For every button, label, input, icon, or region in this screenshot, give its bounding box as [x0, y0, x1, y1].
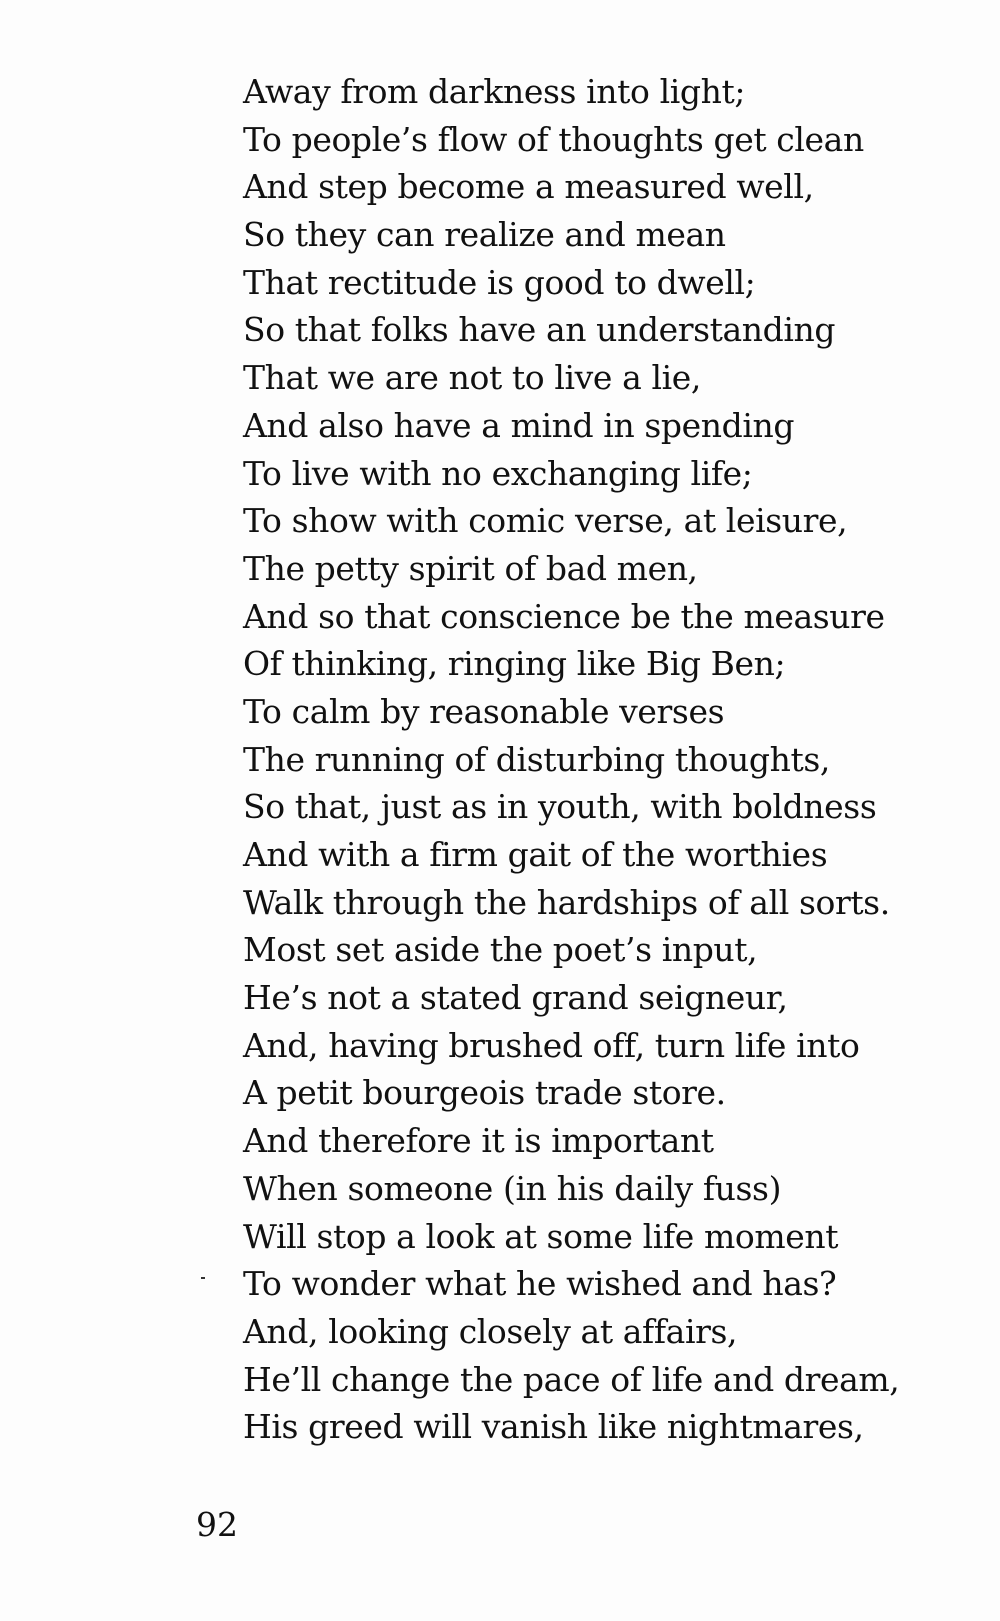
poem-line: And step become a measured well, — [243, 167, 814, 207]
poem-line: To people’s flow of thoughts get clean — [243, 119, 864, 159]
poem-line: Of thinking, ringing like Big Ben; — [243, 644, 786, 684]
poem-line: To show with comic verse, at leisure, — [243, 501, 848, 541]
poem-line: And therefore it is important — [243, 1121, 714, 1161]
poem-line: That rectitude is good to dwell; — [243, 262, 756, 302]
poem-line: The petty spirit of bad men, — [243, 548, 698, 588]
poem-line: And, having brushed off, turn life into — [243, 1025, 860, 1065]
poem-line: So that, just as in youth, with boldness — [243, 787, 877, 827]
poem-line: That we are not to live a lie, — [243, 358, 701, 398]
poem-line: Walk through the hardships of all sorts. — [243, 882, 890, 922]
page-number: 92 — [196, 1505, 238, 1544]
poem-line: Away from darkness into light; — [243, 72, 746, 111]
poem-line: When someone (in his daily fuss) — [243, 1168, 782, 1208]
poem-line: He’ll change the pace of life and dream, — [243, 1359, 900, 1399]
poem-line: So that folks have an understanding — [243, 310, 836, 350]
poem-line: His greed will vanish like nightmares, — [243, 1407, 864, 1447]
poem-line: Most set aside the poet’s input, — [243, 930, 758, 970]
poem-line: Will stop a look at some life moment — [243, 1216, 839, 1256]
poem-line: And so that conscience be the measure — [243, 596, 885, 636]
poem-line: And, looking closely at affairs, — [243, 1311, 738, 1351]
poem-line: To wonder what he wished and has? — [243, 1264, 837, 1304]
poem-line: And also have a mind in spending — [243, 405, 795, 445]
poem-line: To live with no exchanging life; — [243, 453, 753, 493]
poem-line: A petit bourgeois trade store. — [243, 1073, 726, 1113]
poem-line: To calm by reasonable verses — [243, 691, 725, 731]
poem-text — [243, 68, 983, 1451]
poem-line: And with a firm gait of the worthies — [243, 835, 828, 874]
poem-line: So they can realize and mean — [243, 215, 726, 255]
poem-line: The running of disturbing thoughts, — [243, 739, 830, 779]
stray-ink-mark — [201, 1277, 205, 1279]
poem-line: He’s not a stated grand seigneur, — [243, 978, 788, 1018]
